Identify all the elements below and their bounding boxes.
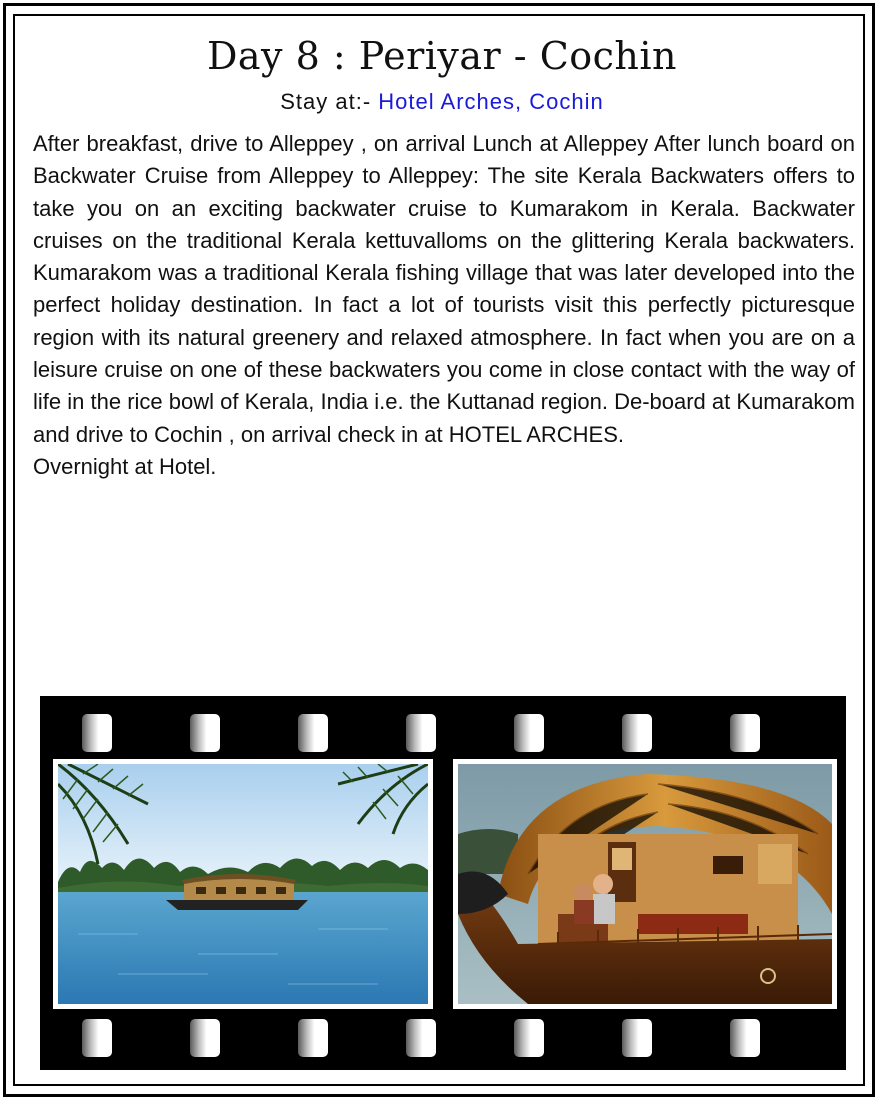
sprocket-hole xyxy=(190,1019,220,1057)
sprocket-hole xyxy=(622,714,652,752)
sprocket-hole xyxy=(82,1019,112,1057)
sprocket-hole xyxy=(514,714,544,752)
itinerary-description xyxy=(33,128,855,483)
sprocket-hole xyxy=(514,1019,544,1057)
sprocket-hole xyxy=(82,714,112,752)
sprocket-hole xyxy=(190,714,220,752)
sprocket-hole xyxy=(406,1019,436,1057)
stay-line xyxy=(0,88,884,116)
photo-frame-backwater xyxy=(53,759,433,1009)
description-paragraph: After breakfast, drive to Alleppey , on arrival Lunch at Alleppey After lunch board on Backwater Cruise from Alleppey to Alleppey: The site Kerala Backwaters offers to take you on an exciting backwater cruise to Kumarakom in Kerala. Backwater cruises on the traditional Kerala kettuvalloms on the glittering Kerala backwaters. Kumarakom was a traditional Kerala fishing village that was later developed into the perfect holiday destination. In fact a lot of tourists visit this perfectly picturesque region with its natural greenery and relaxed atmosphere. In fact when you are on a leisure cruise on one of these backwaters you come in close contact with the way of life in the rice bowl of Kerala, India i.e. the Kuttanad region. De-board at Kumarakom and drive to Cochin , on arrival check in at HOTEL ARCHES. xyxy=(33,131,855,447)
sprocket-hole xyxy=(298,1019,328,1057)
overnight-note: Overnight at Hotel. xyxy=(33,453,217,479)
stay-label: Stay at:- xyxy=(280,89,379,114)
page-title: Day 8 : Periyar - Cochin xyxy=(206,34,678,78)
backwater-houseboat-photo xyxy=(58,764,428,1004)
hotel-name: Hotel Arches, Cochin xyxy=(378,89,604,114)
filmstrip xyxy=(40,696,846,1070)
sprocket-hole xyxy=(406,714,436,752)
film-edge-fade xyxy=(756,696,846,1070)
sprocket-hole xyxy=(622,1019,652,1057)
sprocket-hole xyxy=(298,714,328,752)
